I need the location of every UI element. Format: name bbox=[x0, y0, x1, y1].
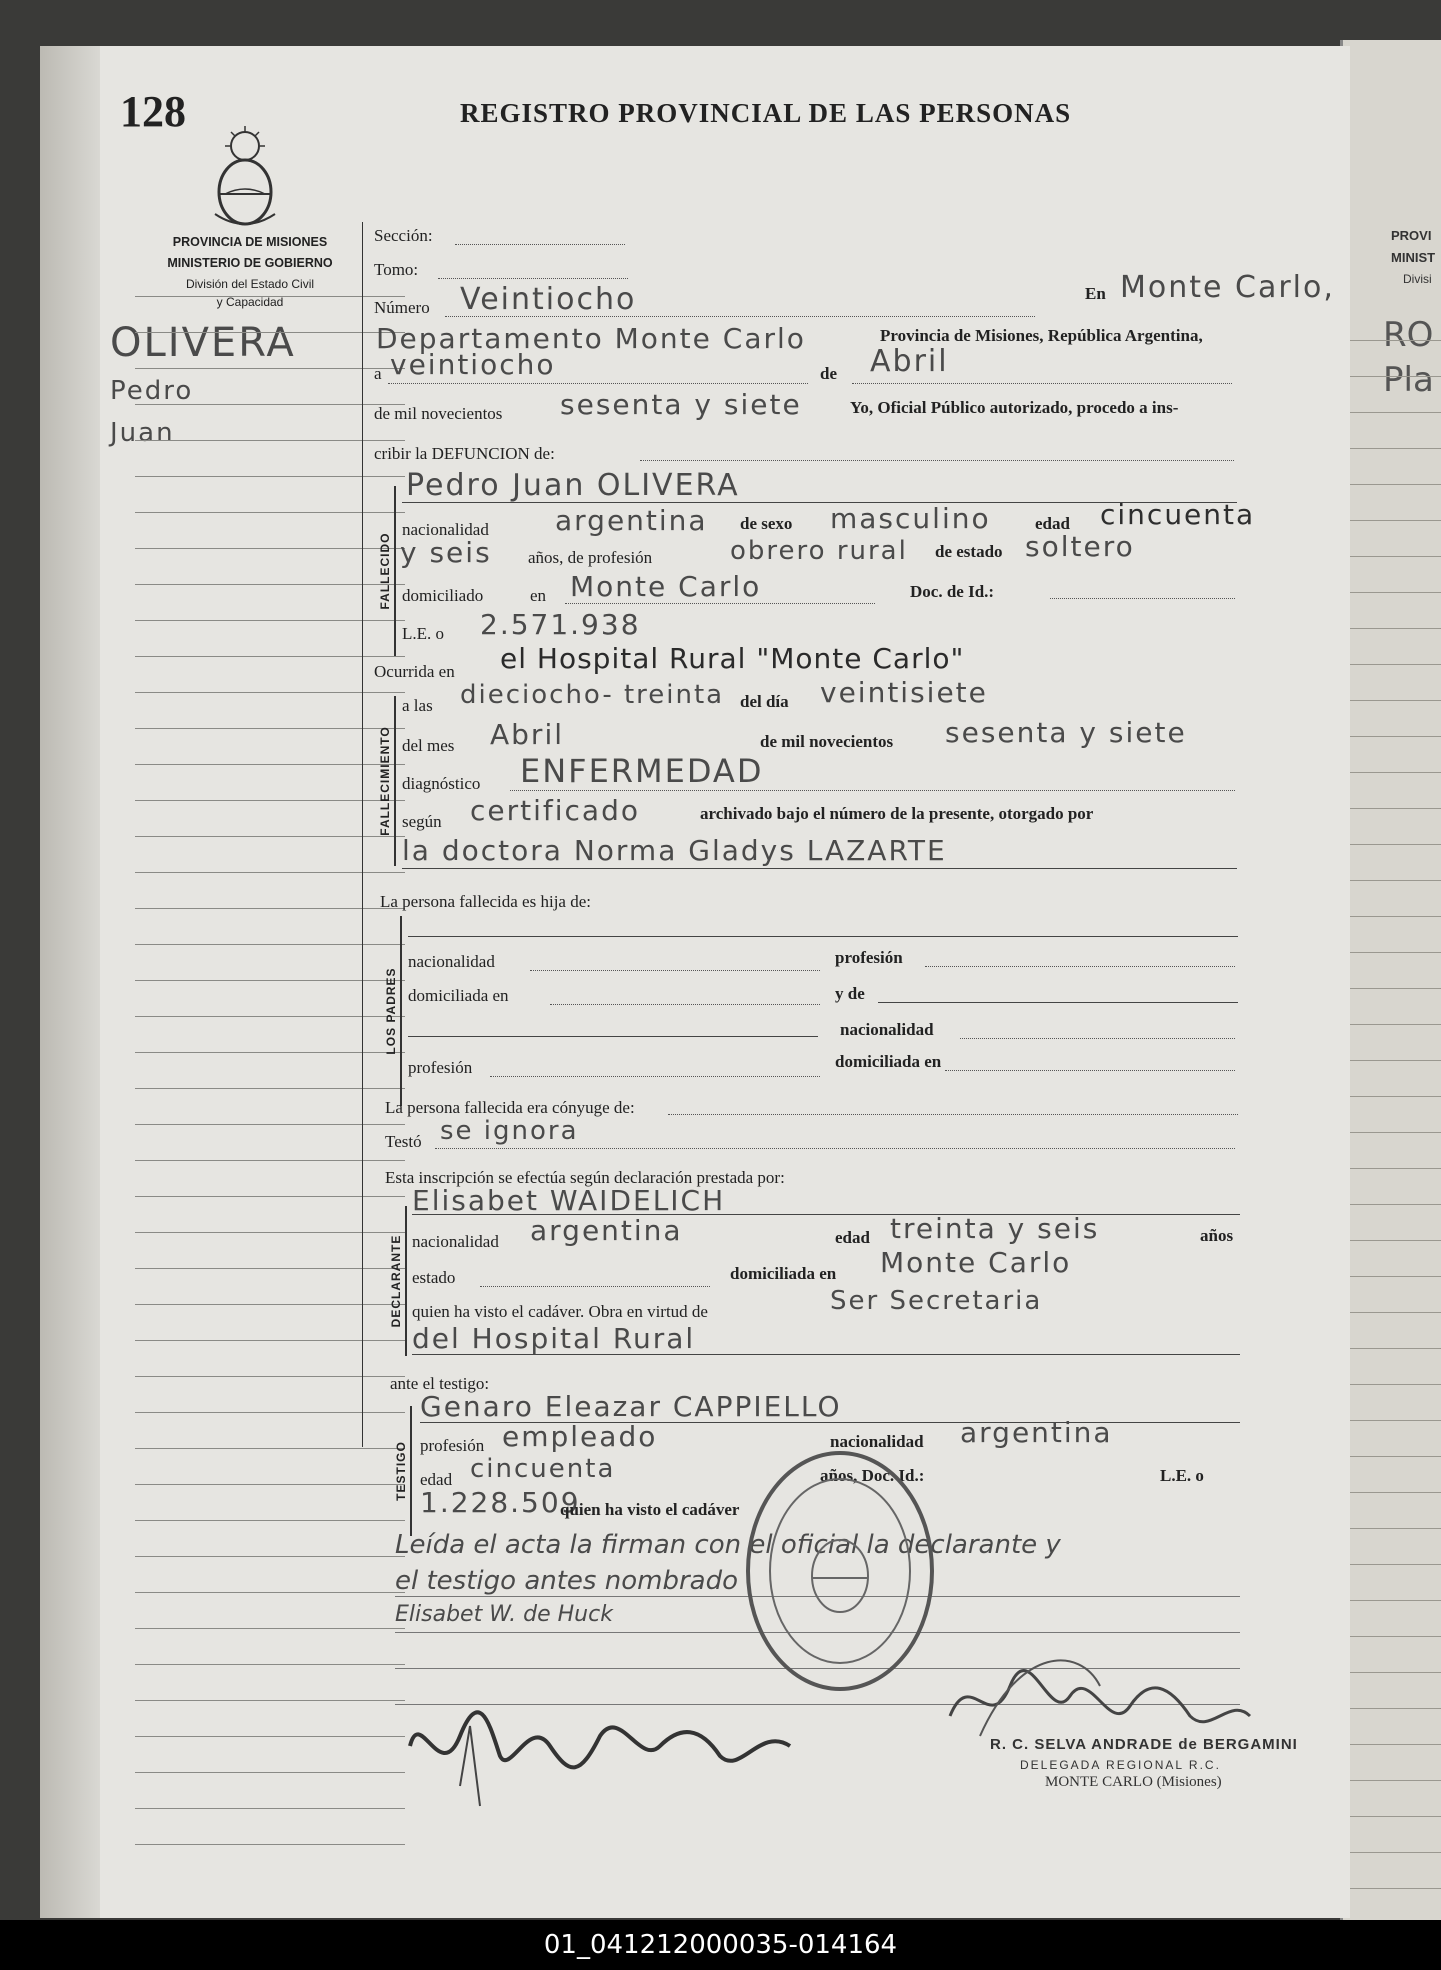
value-declarante-domicilio: Monte Carlo bbox=[880, 1246, 1072, 1279]
label-testigo-visto: quien ha visto el cadáver bbox=[560, 1500, 740, 1519]
authority-division-2: y Capacidad bbox=[216, 295, 284, 309]
margin-rule-line bbox=[135, 1412, 405, 1413]
adjacent-rule-line bbox=[1349, 340, 1441, 341]
value-edad-2: y seis bbox=[400, 536, 492, 569]
padres-domicilio-line bbox=[550, 1004, 820, 1005]
official-seal-icon bbox=[740, 1446, 940, 1696]
value-declarante-nombre: Elisabet WAIDELICH bbox=[412, 1184, 726, 1217]
page-binding bbox=[40, 46, 100, 1918]
adjacent-rule-line bbox=[1349, 844, 1441, 845]
section-padres: LOS PADRES bbox=[380, 916, 402, 1106]
label-declarante-estado: estado bbox=[412, 1268, 456, 1287]
label-ante-testigo: ante el testigo: bbox=[390, 1374, 490, 1393]
value-declarante-nacionalidad: argentina bbox=[530, 1214, 683, 1247]
margin-rule-line bbox=[135, 728, 405, 729]
adjacent-rule-line bbox=[1349, 1132, 1441, 1133]
register-page bbox=[40, 46, 1350, 1918]
label-inscribir: cribir la DEFUNCION de: bbox=[374, 444, 555, 463]
adjacent-page bbox=[1340, 40, 1441, 1920]
doc-id-line bbox=[1050, 598, 1235, 599]
margin-rule-line bbox=[135, 944, 405, 945]
adjacent-rule-line bbox=[1349, 916, 1441, 917]
margin-rule-line bbox=[135, 404, 405, 405]
margin-rule-line bbox=[135, 296, 405, 297]
adjacent-rule-line bbox=[1349, 1096, 1441, 1097]
margin-rule-line bbox=[135, 1052, 405, 1053]
domicilio-line bbox=[565, 603, 875, 604]
conyuge-line bbox=[668, 1114, 1238, 1115]
value-domicilio: Monte Carlo bbox=[570, 570, 762, 603]
padres-nacionalidad-line bbox=[530, 970, 820, 971]
inscribir-line bbox=[640, 460, 1234, 461]
value-testigo-nacionalidad: argentina bbox=[960, 1416, 1113, 1449]
label-doc-id: Doc. de Id.: bbox=[910, 582, 995, 601]
margin-rule-line bbox=[135, 1700, 405, 1701]
madre-domicilio-line bbox=[945, 1070, 1235, 1071]
adjacent-rule-line bbox=[1349, 1168, 1441, 1169]
adjacent-rule-line bbox=[1349, 412, 1441, 413]
adjacent-rule-line bbox=[1349, 1204, 1441, 1205]
value-testigo-le: 1.228.509 bbox=[420, 1486, 581, 1519]
value-sexo: masculino bbox=[830, 502, 991, 535]
label-del-mes: del mes bbox=[402, 736, 455, 755]
label-estado: de estado bbox=[935, 542, 1003, 561]
adjacent-rule-line bbox=[1349, 1528, 1441, 1529]
margin-rule-line bbox=[135, 1736, 405, 1737]
margin-rule-line bbox=[135, 980, 405, 981]
margin-rule-line bbox=[135, 836, 405, 837]
label-hija-de: La persona fallecida es hija de: bbox=[380, 892, 591, 911]
label-testigo-profesion: profesión bbox=[420, 1436, 485, 1455]
official-location: MONTE CARLO (Misiones) bbox=[1045, 1774, 1222, 1790]
margin-first-name: Pedro bbox=[110, 376, 194, 406]
margin-rule-line bbox=[135, 1376, 405, 1377]
margin-rule-line bbox=[135, 1340, 405, 1341]
label-y-de: y de bbox=[835, 984, 865, 1003]
margin-rule-line bbox=[135, 512, 405, 513]
label-a-las: a las bbox=[402, 696, 433, 715]
adjacent-page-hand-2: Pla bbox=[1383, 360, 1434, 400]
margin-rule-line bbox=[135, 1448, 405, 1449]
value-dia: veintisiete bbox=[820, 676, 988, 709]
padres-extra-line bbox=[408, 1036, 818, 1037]
value-testigo-profesion: empleado bbox=[502, 1420, 658, 1453]
madre-nacionalidad-line bbox=[960, 1038, 1235, 1039]
label-padres-domiciliada: domiciliada en bbox=[408, 986, 509, 1005]
adjacent-rule-line bbox=[1349, 700, 1441, 701]
official-role: DELEGADA REGIONAL R.C. bbox=[1020, 1758, 1221, 1772]
margin-rule-line bbox=[135, 440, 405, 441]
label-oficial: Yo, Oficial Público autorizado, procedo a ins- bbox=[850, 398, 1179, 417]
margin-rule-line bbox=[135, 548, 405, 549]
margin-rule-line bbox=[135, 872, 405, 873]
margin-rule-line bbox=[135, 1124, 405, 1125]
value-mes: Abril bbox=[490, 718, 564, 751]
document-title: REGISTRO PROVINCIAL DE LAS PERSONAS bbox=[460, 98, 1072, 128]
label-provincia: Provincia de Misiones, República Argentina, bbox=[880, 326, 1203, 345]
value-edad-1: cincuenta bbox=[1100, 498, 1256, 531]
value-profesion: obrero rural bbox=[730, 536, 908, 566]
value-declarante-edad: treinta y seis bbox=[890, 1212, 1100, 1245]
adjacent-rule-line bbox=[1349, 1456, 1441, 1457]
value-testigo-edad: cincuenta bbox=[470, 1454, 616, 1484]
declarante-estado-line bbox=[480, 1286, 710, 1287]
margin-rule-line bbox=[135, 1088, 405, 1089]
value-doctor: la doctora Norma Gladys LAZARTE bbox=[402, 834, 947, 867]
label-nacionalidad: nacionalidad bbox=[402, 520, 489, 539]
doctor-line bbox=[402, 868, 1237, 869]
adjacent-rule-line bbox=[1349, 1384, 1441, 1385]
label-segun: según bbox=[402, 812, 442, 831]
label-archivado: archivado bajo el número de la presente, otorgado por bbox=[700, 804, 1094, 823]
margin-rule-line bbox=[135, 1016, 405, 1017]
margin-rule-line bbox=[135, 692, 405, 693]
adjacent-page-label-2: MINIST bbox=[1391, 250, 1436, 265]
margin-rule-line bbox=[135, 368, 405, 369]
label-mil-novecientos: de mil novecientos bbox=[374, 404, 503, 423]
margin-surname: OLIVERA bbox=[110, 320, 296, 366]
dia-line bbox=[388, 383, 808, 384]
margin-rule-line bbox=[135, 656, 405, 657]
section-declarante: DECLARANTE bbox=[385, 1206, 407, 1356]
label-seccion: Sección: bbox=[374, 226, 433, 245]
value-mes-inscripcion: Abril bbox=[870, 344, 949, 379]
margin-rule-line bbox=[135, 332, 405, 333]
adjacent-rule-line bbox=[1349, 1348, 1441, 1349]
label-testigo-nacionalidad: nacionalidad bbox=[830, 1432, 924, 1451]
label-le: L.E. o bbox=[402, 624, 445, 643]
diagnostico-line bbox=[510, 790, 1235, 791]
padre-name-line bbox=[408, 936, 1238, 937]
issuing-authority bbox=[145, 232, 355, 309]
adjacent-rule-line bbox=[1349, 736, 1441, 737]
madre-name-line bbox=[878, 1002, 1238, 1003]
value-obra-virtud-1: Ser Secretaria bbox=[830, 1286, 1043, 1316]
numero-line bbox=[445, 316, 1035, 317]
margin-rule-line bbox=[135, 476, 405, 477]
adjacent-rule-line bbox=[1349, 1636, 1441, 1637]
label-tomo: Tomo: bbox=[374, 260, 419, 279]
adjacent-rule-line bbox=[1349, 520, 1441, 521]
margin-rule-line bbox=[135, 1196, 405, 1197]
label-madre-domiciliada: domiciliada en bbox=[835, 1052, 942, 1071]
margin-rule-line bbox=[135, 1484, 405, 1485]
value-testigo-nombre: Genaro Eleazar CAPPIELLO bbox=[420, 1390, 842, 1423]
section-fallecido: FALLECIDO bbox=[374, 486, 396, 656]
adjacent-rule-line bbox=[1349, 1744, 1441, 1745]
label-visto-cadaver: quien ha visto el cadáver. Obra en virtud de bbox=[412, 1302, 708, 1321]
adjacent-rule-line bbox=[1349, 376, 1441, 377]
margin-rule-line bbox=[135, 764, 405, 765]
closing-text-1: Leída el acta la firman con el oficial la declarante y bbox=[395, 1530, 1061, 1560]
margin-rule-line bbox=[135, 1556, 405, 1557]
adjacent-rule-line bbox=[1349, 484, 1441, 485]
closing-text-2: el testigo antes nombrado bbox=[395, 1566, 738, 1596]
label-mil-novecientos-2: de mil novecientos bbox=[760, 732, 894, 751]
testo-line bbox=[435, 1148, 1235, 1149]
margin-rule-line bbox=[135, 1844, 405, 1845]
adjacent-rule-line bbox=[1349, 1564, 1441, 1565]
adjacent-rule-line bbox=[1349, 772, 1441, 773]
value-dia-inscripcion: veintiocho bbox=[390, 348, 556, 381]
mes-line bbox=[852, 383, 1232, 384]
value-obra-virtud-2: del Hospital Rural bbox=[412, 1322, 696, 1355]
adjacent-rule-line bbox=[1349, 808, 1441, 809]
tomo-line bbox=[438, 278, 628, 279]
adjacent-rule-line bbox=[1349, 664, 1441, 665]
label-padres-nacionalidad-2: nacionalidad bbox=[840, 1020, 934, 1039]
section-testigo: TESTIGO bbox=[390, 1406, 412, 1536]
margin-middle-name: Juan bbox=[110, 418, 175, 448]
label-padres-profesion: profesión bbox=[835, 948, 903, 967]
value-testo: se ignora bbox=[440, 1116, 579, 1146]
label-inscripcion-declaracion: Esta inscripción se efectúa según declaración prestada por: bbox=[385, 1168, 785, 1187]
value-diagnostico: ENFERMEDAD bbox=[520, 752, 764, 790]
label-en: En bbox=[1085, 284, 1106, 303]
value-anio-inscripcion: sesenta y siete bbox=[560, 388, 802, 421]
margin-rule-line bbox=[135, 1628, 405, 1629]
adjacent-rule-line bbox=[1349, 1060, 1441, 1061]
value-nacionalidad: argentina bbox=[555, 504, 708, 537]
adjacent-page-label-1: PROVI bbox=[1391, 228, 1432, 243]
value-anio: sesenta y siete bbox=[945, 716, 1187, 749]
label-en-2: en bbox=[530, 586, 547, 605]
page-number: 128 bbox=[120, 87, 186, 136]
label-declarante-edad: edad bbox=[835, 1228, 870, 1247]
adjacent-rule-line bbox=[1349, 1672, 1441, 1673]
label-testigo-edad: edad bbox=[420, 1470, 453, 1489]
label-ocurrida: Ocurrida en bbox=[374, 662, 455, 681]
label-numero: Número bbox=[374, 298, 430, 317]
adjacent-rule-line bbox=[1349, 1024, 1441, 1025]
value-lugar: el Hospital Rural "Monte Carlo" bbox=[500, 642, 965, 675]
margin-rule-line bbox=[135, 1520, 405, 1521]
adjacent-rule-line bbox=[1349, 1312, 1441, 1313]
label-del-dia: del día bbox=[740, 692, 789, 711]
label-anios-doc: años, Doc. Id.: bbox=[820, 1466, 925, 1485]
label-domiciliado: domiciliado bbox=[402, 586, 484, 605]
authority-ministry: MINISTERIO DE GOBIERNO bbox=[167, 256, 333, 270]
margin-rule-line bbox=[135, 1160, 405, 1161]
value-deceased-name: Pedro Juan OLIVERA bbox=[406, 468, 740, 503]
adjacent-rule-line bbox=[1349, 1492, 1441, 1493]
label-sexo: de sexo bbox=[740, 514, 793, 533]
authority-province: PROVINCIA DE MISIONES bbox=[172, 235, 328, 249]
section-fallecimiento: FALLECIMIENTO bbox=[374, 696, 396, 866]
margin-rule-line bbox=[135, 1304, 405, 1305]
adjacent-rule-line bbox=[1349, 1888, 1441, 1889]
margin-rule-line bbox=[135, 584, 405, 585]
adjacent-page-label-3: Divisi bbox=[1403, 272, 1432, 286]
label-testo: Testó bbox=[385, 1132, 422, 1151]
adjacent-rule-line bbox=[1349, 1780, 1441, 1781]
label-testigo-le: L.E. o bbox=[1160, 1466, 1204, 1485]
declarante-signature-name: Elisabet W. de Huck bbox=[395, 1602, 613, 1627]
value-estado: soltero bbox=[1025, 530, 1135, 563]
value-numero: Veintiocho bbox=[460, 282, 637, 317]
value-certificado: certificado bbox=[470, 794, 640, 827]
coat-of-arms-icon bbox=[205, 124, 285, 234]
adjacent-rule-line bbox=[1349, 1708, 1441, 1709]
margin-rule-line bbox=[135, 800, 405, 801]
adjacent-rule-line bbox=[1349, 628, 1441, 629]
adjacent-rule-line bbox=[1349, 1276, 1441, 1277]
value-locality: Monte Carlo, bbox=[1120, 270, 1335, 305]
value-hora: dieciocho- treinta bbox=[460, 680, 725, 710]
margin-rule-line bbox=[135, 1664, 405, 1665]
seccion-line bbox=[455, 244, 625, 245]
margin-rule-line bbox=[135, 1808, 405, 1809]
margin-rule-line bbox=[135, 1772, 405, 1773]
image-identifier: 01_041212000035-014164 bbox=[0, 1920, 1441, 1970]
official-name: R. C. SELVA ANDRADE de BERGAMINI bbox=[990, 1736, 1298, 1753]
form-rule bbox=[362, 222, 363, 1447]
adjacent-rule-line bbox=[1349, 556, 1441, 557]
adjacent-page-hand-1: RO bbox=[1383, 315, 1434, 355]
margin-rule-line bbox=[135, 1232, 405, 1233]
adjacent-rule-line bbox=[1349, 988, 1441, 989]
padres-profesion-line bbox=[925, 966, 1235, 967]
margin-rule-line bbox=[135, 908, 405, 909]
label-padres-profesion-2: profesión bbox=[408, 1058, 473, 1077]
adjacent-rule-line bbox=[1349, 1852, 1441, 1853]
margin-rule-line bbox=[135, 620, 405, 621]
adjacent-rule-line bbox=[1349, 952, 1441, 953]
label-declarante-domiciliada: domiciliada en bbox=[730, 1264, 837, 1283]
padre-profesion-line bbox=[490, 1076, 820, 1077]
authority-division: División del Estado Civil bbox=[185, 277, 315, 291]
label-diagnostico: diagnóstico bbox=[402, 774, 481, 793]
signature-declarante-icon bbox=[400, 1686, 820, 1816]
adjacent-rule-line bbox=[1349, 1816, 1441, 1817]
margin-rule-line bbox=[135, 1592, 405, 1593]
value-le: 2.571.938 bbox=[480, 608, 641, 641]
label-conyuge: La persona fallecida era cónyuge de: bbox=[385, 1098, 635, 1117]
adjacent-rule-line bbox=[1349, 1600, 1441, 1601]
margin-rule-line bbox=[135, 1268, 405, 1269]
adjacent-rule-line bbox=[1349, 1240, 1441, 1241]
label-anios-profesion: años, de profesión bbox=[528, 548, 653, 567]
adjacent-rule-line bbox=[1349, 448, 1441, 449]
obra-virtud-line bbox=[412, 1354, 1240, 1355]
adjacent-rule-line bbox=[1349, 592, 1441, 593]
adjacent-rule-line bbox=[1349, 880, 1441, 881]
value-departamento: Departamento Monte Carlo bbox=[376, 322, 806, 355]
label-a: a bbox=[374, 364, 382, 383]
label-edad: edad bbox=[1035, 514, 1070, 533]
adjacent-rule-line bbox=[1349, 1420, 1441, 1421]
label-declarante-nacionalidad: nacionalidad bbox=[412, 1232, 499, 1251]
label-anios: años bbox=[1200, 1226, 1234, 1245]
label-de: de bbox=[820, 364, 837, 383]
label-padres-nacionalidad: nacionalidad bbox=[408, 952, 495, 971]
